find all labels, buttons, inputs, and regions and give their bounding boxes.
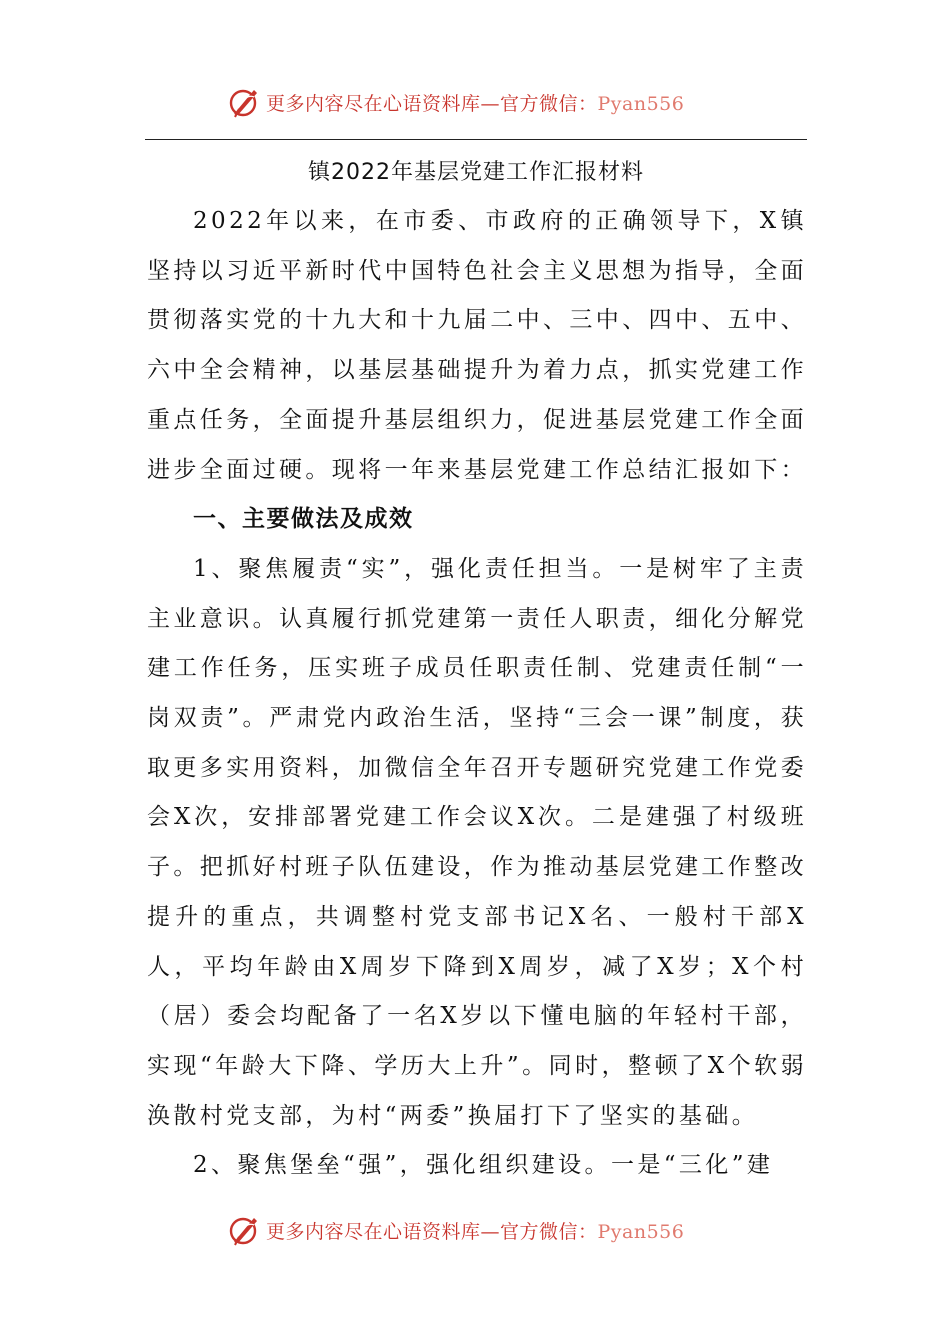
- watermark-banner-top: [0, 80, 950, 126]
- wechat-id: Pyan556: [597, 1221, 685, 1243]
- document-title: 镇2022年基层党建工作汇报材料: [308, 160, 644, 185]
- watermark-banner-bottom: [0, 1208, 950, 1254]
- watermark-text: 更多内容尽在心语资料库—官方微信：: [266, 1221, 598, 1243]
- intro-paragraph: 2022年以来，在市委、市政府的正确领导下，X镇坚持以习近平新时代中国特色社会主义思想为指导，全面贯彻落实党的十九大和十九届二中、三中、四中、五中、六中全会精神，以基层基础提升为着力点，抓实党建工作重点任务，全面提升基层组织力，促进基层党建工作全面进步全面过硬。现将一年来基层党建工作总结汇报如下：: [147, 208, 807, 483]
- watermark-text: 更多内容尽在心语资料库—官方微信：: [266, 93, 598, 115]
- document-body: [147, 197, 807, 1191]
- wechat-id: Pyan556: [597, 93, 685, 115]
- section-heading: 一、主要做法及成效: [193, 506, 414, 533]
- body-paragraph-1: 1、聚焦履责“实”，强化责任担当。一是树牢了主责主业意识。认真履行抓党建第一责任人职责，细化分解党建工作任务，压实班子成员任职责任制、党建责任制“一岗双责”。严肃党内政治生活，坚持“三会一课”制度，获取更多实用资料，加微信全年召开专题研究党建工作党委会X次，安排部署党建工作会议X次。二是建强了村级班子。把抓好村班子队伍建设，作为推动基层党建工作整改提升的重点，共调整村党支部书记X名、一般村干部X人，平均年龄由X周岁下降到X周岁，减了X岁；X个村（居）委会均配备了一名X岁以下懂电脑的年轻村干部，实现“年龄大下降、学历大上升”。同时，整顿了X个软弱涣散村党支部，为村“两委”换届打下了坚实的基础。: [147, 555, 807, 1129]
- header-divider: [145, 139, 807, 140]
- body-paragraph-2: 2、聚焦堡垒“强”，强化组织建设。一是“三化”建: [193, 1152, 774, 1179]
- quill-logo-icon: [226, 1212, 262, 1248]
- quill-logo-icon: [226, 84, 262, 120]
